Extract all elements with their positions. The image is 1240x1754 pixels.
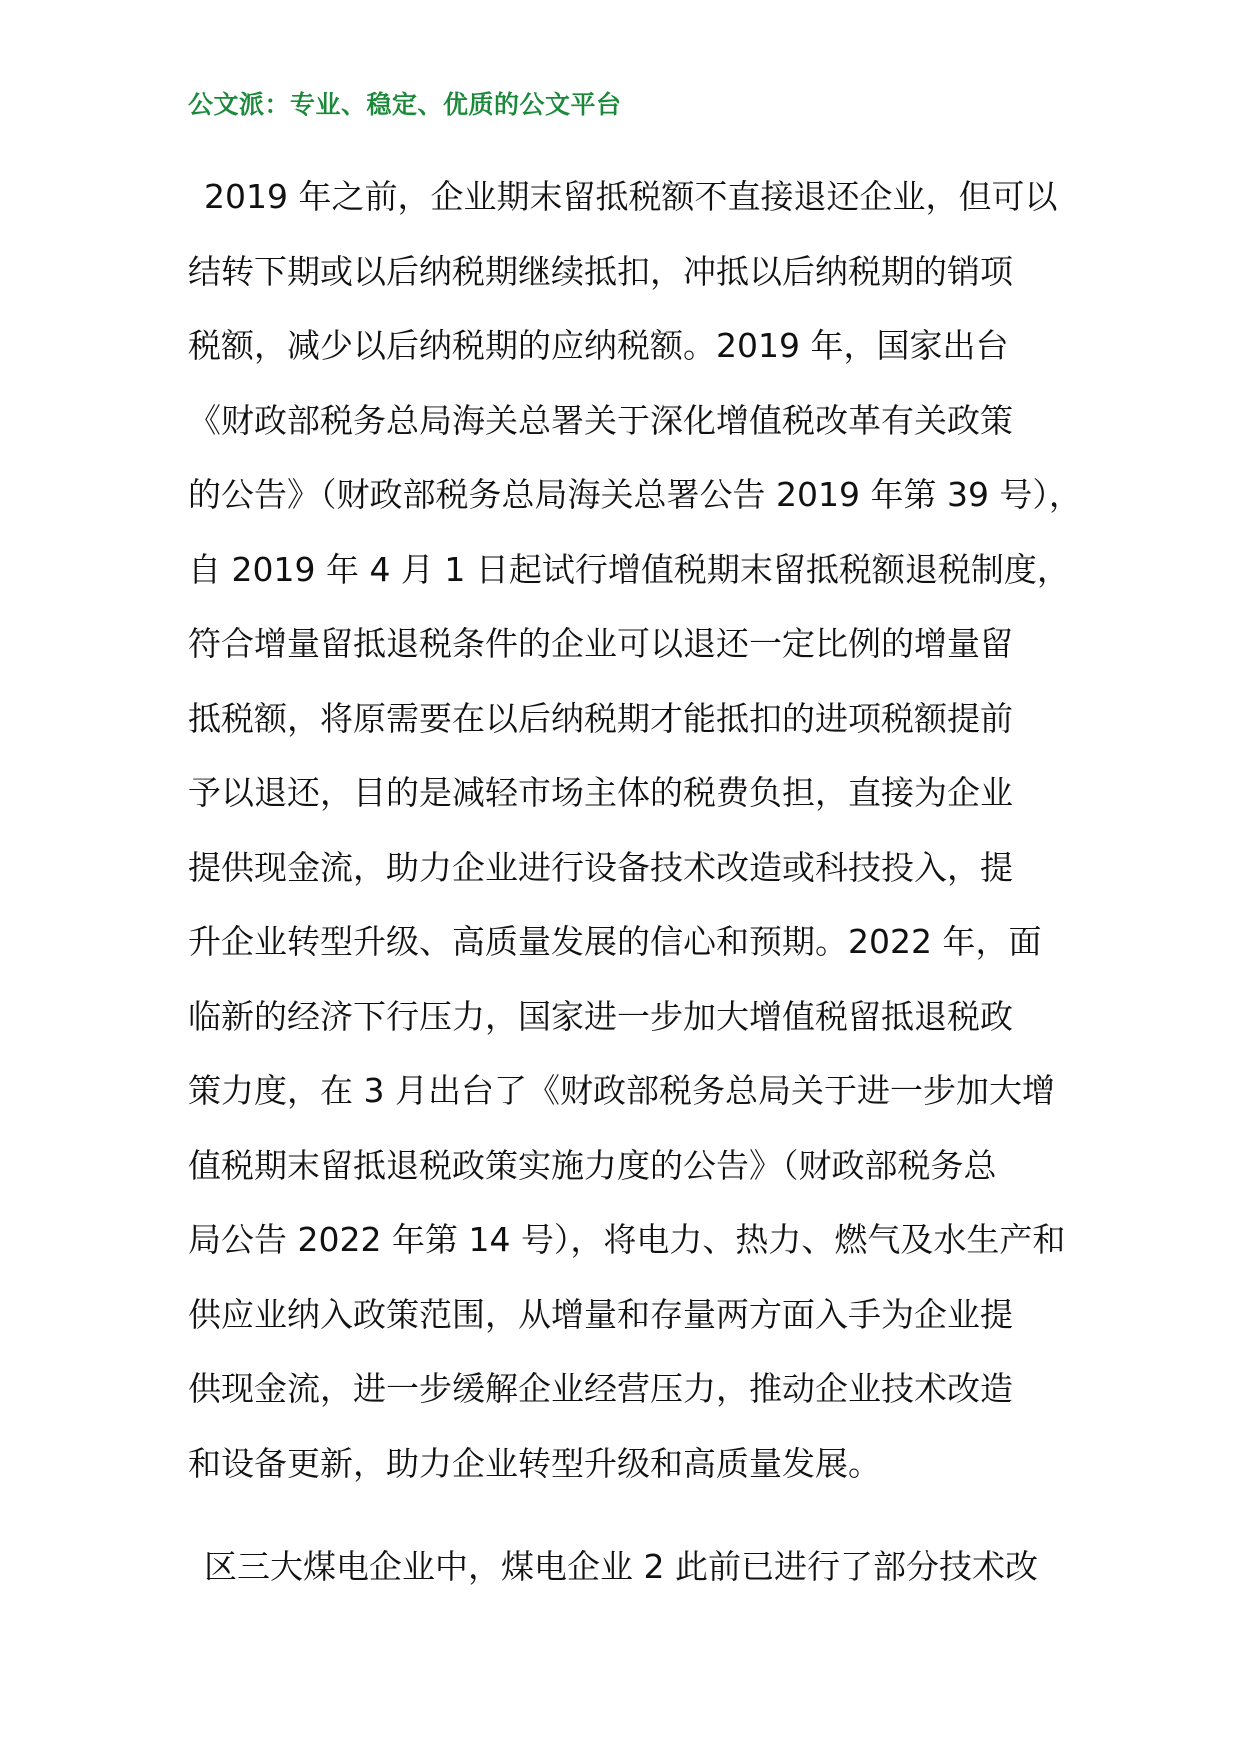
paragraph-line: 的公告》（财政部税务总局海关总署公告 2019 年第 39 号），: [188, 475, 1082, 514]
paragraph-2: [188, 1530, 1068, 1605]
site-header: 公文派：专业、稳定、优质的公文平台: [188, 90, 622, 119]
paragraph-line: 自 2019 年 4 月 1 日起试行增值税期末留抵税额退税制度，: [188, 549, 1070, 589]
paragraph-1: [188, 160, 1082, 1501]
paragraph-line: 税额，减少以后纳税期的应纳税额。2019 年，国家出台: [188, 326, 1009, 365]
paragraph-line: 抵税额，将原需要在以后纳税期才能抵扣的进项税额提前: [188, 698, 1013, 738]
paragraph-line: 区三大煤电企业中，煤电企业 2 此前已进行了部分技术改: [204, 1547, 1038, 1586]
paragraph-line: 符合增量留抵退税条件的企业可以退还一定比例的增量留: [188, 624, 1013, 663]
paragraph-line: 策力度，在 3 月出台了《财政部税务总局关于进一步加大增: [188, 1071, 1055, 1110]
paragraph-line: 2019 年之前，企业期末留抵税额不直接退还企业，但可以: [204, 177, 1058, 216]
paragraph-line: 结转下期或以后纳税期继续抵扣，冲抵以后纳税期的销项: [188, 251, 1013, 291]
paragraph-line: 和设备更新，助力企业转型升级和高质量发展。: [188, 1443, 881, 1483]
paragraph-line: 予以退还，目的是减轻市场主体的税费负担，直接为企业: [188, 773, 1013, 812]
paragraph-line: 提供现金流，助力企业进行设备技术改造或科技投入，提: [188, 847, 1013, 887]
paragraph-line: 升企业转型升级、高质量发展的信心和预期。2022 年，面: [188, 922, 1042, 961]
paragraph-line: 值税期末留抵退税政策实施力度的公告》（财政部税务总: [188, 1145, 997, 1185]
paragraph-line: 供现金流，进一步缓解企业经营压力，推动企业技术改造: [188, 1369, 1013, 1408]
paragraph-line: 供应业纳入政策范围，从增量和存量两方面入手为企业提: [188, 1294, 1013, 1334]
paragraph-line: 《财政部税务总局海关总署关于深化增值税改革有关政策: [188, 400, 1013, 440]
paragraph-line: 临新的经济下行压力，国家进一步加大增值税留抵退税政: [188, 996, 1013, 1036]
paragraph-line: 局公告 2022 年第 14 号），将电力、热力、燃气及水生产和: [188, 1220, 1066, 1259]
